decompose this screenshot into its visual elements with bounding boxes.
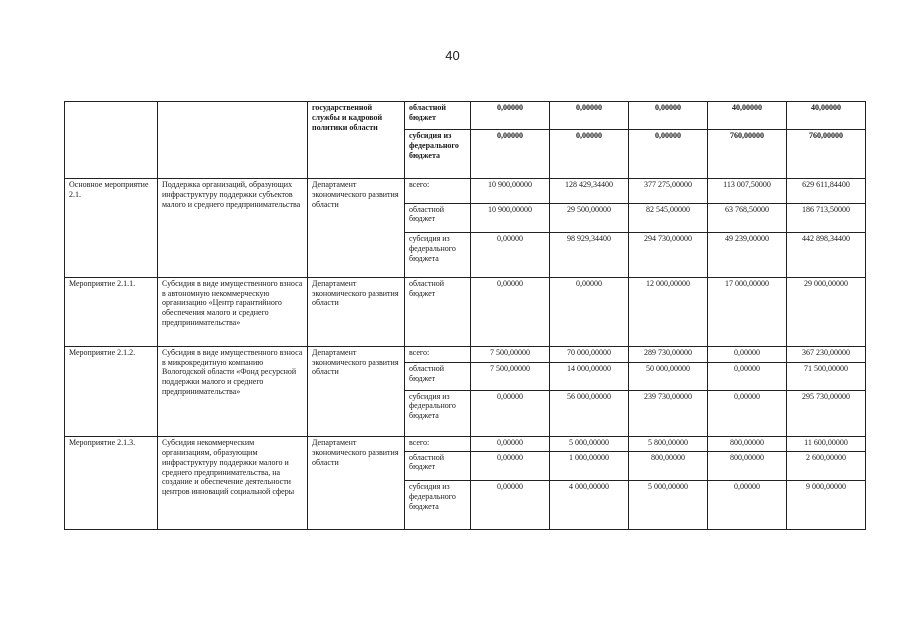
budget-table — [64, 101, 866, 530]
value-cell: 5 000,00000 — [550, 437, 629, 451]
source-cell: всего: — [405, 179, 471, 203]
value-cell: 5 800,00000 — [629, 437, 708, 451]
value-cell: 0,00000 — [471, 102, 550, 130]
value-cell: 0,00000 — [471, 437, 550, 451]
event-desc-cell — [158, 102, 308, 179]
table-row — [65, 437, 866, 451]
page-number: 40 — [445, 48, 460, 63]
source-cell: областной бюджет — [405, 277, 471, 346]
value-cell: 11 600,00000 — [787, 437, 866, 451]
table-row — [65, 179, 866, 203]
source-cell: всего: — [405, 437, 471, 451]
value-cell: 377 275,00000 — [629, 179, 708, 203]
value-cell: 0,00000 — [471, 390, 550, 437]
source-cell: субсидия из федерального бюджета — [405, 390, 471, 437]
value-cell: 0,00000 — [629, 102, 708, 130]
value-cell: 186 713,50000 — [787, 203, 866, 232]
event-desc-cell: Субсидия в виде имущественного взноса в автономную некоммерческую организацию «Центр гарантийного обеспечения малого и среднего предпринимательства» — [158, 277, 308, 346]
value-cell: 98 929,34400 — [550, 233, 629, 278]
event-name-cell: Мероприятие 2.1.3. — [65, 437, 158, 530]
source-cell: областной бюджет — [405, 451, 471, 480]
source-cell: областной бюджет — [405, 102, 471, 130]
value-cell: 1 000,00000 — [550, 451, 629, 480]
value-cell: 70 000,00000 — [550, 346, 629, 362]
value-cell: 800,00000 — [629, 451, 708, 480]
value-cell: 442 898,34400 — [787, 233, 866, 278]
value-cell: 0,00000 — [629, 130, 708, 179]
source-cell: субсидия из федерального бюджета — [405, 481, 471, 530]
value-cell: 2 600,00000 — [787, 451, 866, 480]
value-cell: 0,00000 — [708, 481, 787, 530]
value-cell: 0,00000 — [471, 451, 550, 480]
value-cell: 0,00000 — [471, 130, 550, 179]
value-cell: 289 730,00000 — [629, 346, 708, 362]
value-cell: 7 500,00000 — [471, 363, 550, 390]
event-name-cell: Мероприятие 2.1.1. — [65, 277, 158, 346]
responsible-cell: государственной службы и кадровой политики области — [308, 102, 405, 179]
value-cell: 9 000,00000 — [787, 481, 866, 530]
value-cell: 128 429,34400 — [550, 179, 629, 203]
source-cell: областной бюджет — [405, 363, 471, 390]
value-cell: 113 007,50000 — [708, 179, 787, 203]
responsible-cell: Департамент экономического развития области — [308, 437, 405, 530]
value-cell: 40,00000 — [787, 102, 866, 130]
table-row — [65, 102, 866, 130]
value-cell: 5 000,00000 — [629, 481, 708, 530]
value-cell: 294 730,00000 — [629, 233, 708, 278]
value-cell: 56 000,00000 — [550, 390, 629, 437]
value-cell: 0,00000 — [471, 481, 550, 530]
table-row — [65, 277, 866, 346]
responsible-cell: Департамент экономического развития области — [308, 277, 405, 346]
value-cell: 0,00000 — [550, 277, 629, 346]
value-cell: 629 611,84400 — [787, 179, 866, 203]
event-name-cell: Основное мероприятие 2.1. — [65, 179, 158, 278]
responsible-cell: Департамент экономического развития области — [308, 179, 405, 278]
value-cell: 0,00000 — [471, 277, 550, 346]
value-cell: 239 730,00000 — [629, 390, 708, 437]
value-cell: 82 545,00000 — [629, 203, 708, 232]
value-cell: 0,00000 — [471, 233, 550, 278]
event-name-cell — [65, 102, 158, 179]
value-cell: 29 500,00000 — [550, 203, 629, 232]
value-cell: 0,00000 — [550, 102, 629, 130]
value-cell: 0,00000 — [550, 130, 629, 179]
value-cell: 0,00000 — [708, 390, 787, 437]
event-desc-cell: Поддержка организаций, образующих инфраструктуру поддержки субъектов малого и среднего предпринимательства — [158, 179, 308, 278]
value-cell: 367 230,00000 — [787, 346, 866, 362]
value-cell: 760,00000 — [787, 130, 866, 179]
responsible-cell: Департамент экономического развития области — [308, 346, 405, 436]
value-cell: 29 000,00000 — [787, 277, 866, 346]
value-cell: 71 500,00000 — [787, 363, 866, 390]
value-cell: 12 000,00000 — [629, 277, 708, 346]
value-cell: 0,00000 — [708, 346, 787, 362]
value-cell: 760,00000 — [708, 130, 787, 179]
value-cell: 10 900,00000 — [471, 179, 550, 203]
source-cell: субсидия из федерального бюджета — [405, 233, 471, 278]
value-cell: 800,00000 — [708, 451, 787, 480]
value-cell: 50 000,00000 — [629, 363, 708, 390]
value-cell: 40,00000 — [708, 102, 787, 130]
value-cell: 63 768,50000 — [708, 203, 787, 232]
value-cell: 4 000,00000 — [550, 481, 629, 530]
value-cell: 14 000,00000 — [550, 363, 629, 390]
value-cell: 49 239,00000 — [708, 233, 787, 278]
value-cell: 7 500,00000 — [471, 346, 550, 362]
event-desc-cell: Субсидия в виде имущественного взноса в микрокредитную компанию Вологодской области «Фонд ресурсной поддержки малого и среднего предпринимательства» — [158, 346, 308, 436]
source-cell: субсидия из федерального бюджета — [405, 130, 471, 179]
table-row — [65, 346, 866, 362]
value-cell: 17 000,00000 — [708, 277, 787, 346]
event-desc-cell: Субсидия некоммерческим организациям, образующим инфраструктуру поддержки малого и среднего предпринимательства, на создание и обеспечение деятельности центров инноваций социальной сферы — [158, 437, 308, 530]
event-name-cell: Мероприятие 2.1.2. — [65, 346, 158, 436]
source-cell: всего: — [405, 346, 471, 362]
value-cell: 10 900,00000 — [471, 203, 550, 232]
value-cell: 800,00000 — [708, 437, 787, 451]
value-cell: 295 730,00000 — [787, 390, 866, 437]
source-cell: областной бюджет — [405, 203, 471, 232]
value-cell: 0,00000 — [708, 363, 787, 390]
